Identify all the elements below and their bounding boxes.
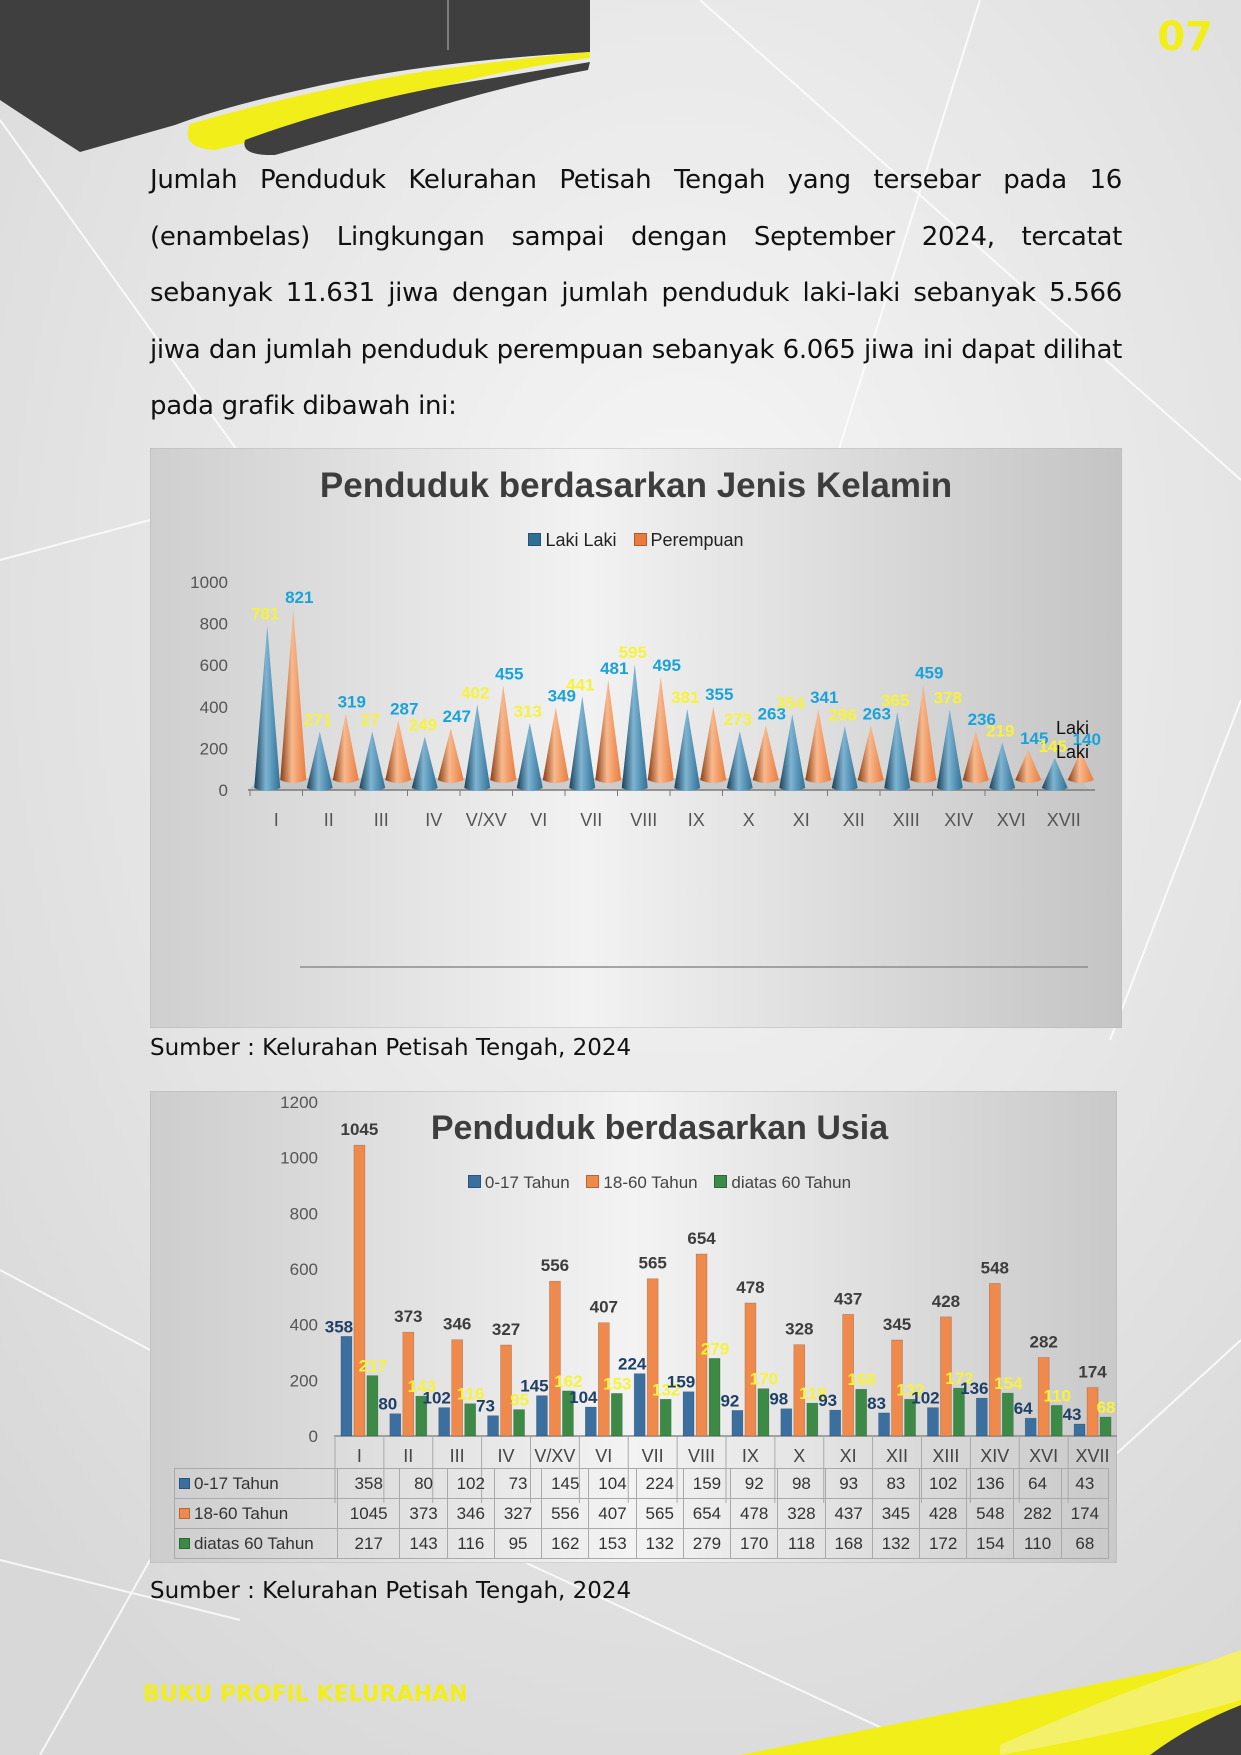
- table-cell: 1045: [338, 1499, 400, 1529]
- age-data-table: [174, 1468, 1109, 1559]
- data-label-age-60-plus: 168: [847, 1370, 876, 1390]
- data-label-age-18-60: 1045: [340, 1120, 379, 1140]
- table-cell: 328: [778, 1499, 825, 1529]
- data-label-female: 481: [600, 658, 629, 678]
- table-cell: 92: [731, 1469, 778, 1499]
- table-cell: 83: [872, 1469, 919, 1499]
- data-label-male: 441: [566, 675, 595, 695]
- data-label-age-0-17: 83: [867, 1393, 887, 1413]
- x-tick-label: XI: [792, 810, 810, 830]
- x-tick-label: VIII: [688, 1446, 716, 1466]
- bar-age-0-17: [1025, 1418, 1036, 1436]
- bar-age-0-17: [634, 1374, 645, 1436]
- x-tick-label: IX: [741, 1446, 759, 1466]
- data-label-female: 349: [547, 686, 576, 706]
- x-tick-label: VII: [641, 1446, 664, 1466]
- bar-age-0-17: [830, 1410, 841, 1436]
- bar-age-0-17: [536, 1396, 547, 1436]
- data-label-age-18-60: 654: [687, 1228, 716, 1248]
- table-cell: 110: [1014, 1529, 1061, 1559]
- data-label-female: 140: [1072, 729, 1101, 749]
- bar-age-60-plus: [709, 1358, 720, 1436]
- chart2-source: Sumber : Kelurahan Petisah Tengah, 2024: [150, 1578, 632, 1604]
- x-tick-label: V/XV: [465, 810, 507, 830]
- data-label-female: 459: [915, 663, 944, 683]
- data-label-age-18-60: 437: [834, 1289, 863, 1309]
- data-label-age-0-17: 358: [324, 1317, 354, 1337]
- data-label-age-60-plus: 116: [456, 1384, 485, 1404]
- y-tick-label: 400: [199, 697, 228, 717]
- table-cell: 345: [872, 1499, 919, 1529]
- series-end-label: Laki: [1056, 742, 1090, 762]
- data-label-age-18-60: 328: [785, 1319, 814, 1339]
- data-label-male: 781: [251, 604, 280, 624]
- table-cell: 162: [542, 1529, 589, 1559]
- table-row-header-age-0-17: [175, 1469, 338, 1499]
- bar-age-0-17: [341, 1336, 352, 1436]
- data-label-male: 354: [776, 693, 805, 713]
- table-cell: 478: [731, 1499, 778, 1529]
- bar-age-0-17: [781, 1409, 792, 1436]
- table-cell: 145: [542, 1469, 589, 1499]
- age-chart: [150, 1091, 1117, 1563]
- table-cell: 358: [338, 1469, 400, 1499]
- y-tick-label: 600: [289, 1260, 318, 1279]
- table-swatch-age-60-plus: [179, 1538, 190, 1549]
- x-tick-label: XII: [842, 810, 865, 830]
- data-label-age-0-17: 224: [618, 1354, 647, 1374]
- y-tick-label: 200: [289, 1371, 318, 1391]
- data-label-female: 455: [495, 664, 524, 684]
- legend-label-male: Laki Laki: [545, 530, 617, 550]
- data-label-age-18-60: 174: [1078, 1362, 1107, 1382]
- bar-age-0-17: [976, 1398, 987, 1436]
- data-label-age-0-17: 43: [1062, 1405, 1082, 1425]
- data-label-male: 595: [618, 643, 647, 663]
- table-cell: 282: [1014, 1499, 1061, 1529]
- table-cell: 437: [825, 1499, 872, 1529]
- bar-age-0-17: [1074, 1424, 1085, 1436]
- table-cell: 217: [338, 1529, 400, 1559]
- data-label-age-0-17: 145: [520, 1376, 549, 1396]
- bar-age-60-plus: [465, 1404, 476, 1436]
- legend-swatch-male: [528, 533, 541, 546]
- data-label-female: 263: [862, 704, 891, 724]
- table-cell: 136: [967, 1469, 1014, 1499]
- bar-age-60-plus: [807, 1403, 818, 1436]
- page-number: 07: [1157, 14, 1213, 60]
- legend-swatch-female: [634, 533, 647, 546]
- bar-age-60-plus: [514, 1410, 525, 1436]
- bar-age-0-17: [585, 1407, 596, 1436]
- legend-item-male: [528, 530, 616, 551]
- data-label-female: 821: [285, 588, 314, 608]
- table-cell: 174: [1061, 1499, 1108, 1529]
- y-tick-label: 1000: [190, 573, 228, 592]
- y-tick-label: 0: [308, 1427, 318, 1446]
- table-cell: 279: [683, 1529, 730, 1559]
- table-row: [175, 1529, 1109, 1559]
- data-label-age-60-plus: 162: [554, 1371, 583, 1391]
- bar-age-60-plus: [1002, 1393, 1013, 1436]
- data-label-age-60-plus: 172: [945, 1369, 974, 1389]
- bar-age-60-plus: [1051, 1405, 1062, 1436]
- gender-chart-legend: [150, 530, 1122, 551]
- bar-age-0-17: [879, 1413, 890, 1436]
- data-label-female: 495: [652, 656, 681, 676]
- bar-age-18-60: [647, 1279, 658, 1436]
- table-row-label: diatas 60 Tahun: [194, 1533, 314, 1553]
- x-tick-label: III: [449, 1446, 465, 1466]
- y-tick-label: 1200: [280, 1093, 318, 1112]
- table-cell: 346: [447, 1499, 494, 1529]
- chart1-source: Sumber : Kelurahan Petisah Tengah, 2024: [150, 1035, 632, 1061]
- x-tick-label: XVI: [996, 810, 1026, 830]
- bar-age-0-17: [390, 1414, 401, 1436]
- y-tick-label: 1000: [280, 1148, 318, 1168]
- table-cell: 43: [1061, 1469, 1108, 1499]
- table-row-label: 18-60 Tahun: [194, 1503, 289, 1523]
- table-cell: 548: [967, 1499, 1014, 1529]
- data-label-age-18-60: 548: [980, 1258, 1009, 1278]
- table-cell: 132: [872, 1529, 919, 1559]
- data-label-female: 287: [390, 699, 419, 719]
- x-tick-label: IX: [687, 810, 705, 830]
- data-label-male: 249: [408, 715, 437, 735]
- table-cell: 224: [636, 1469, 683, 1499]
- data-label-female: 145: [1020, 728, 1049, 748]
- data-label-male: 365: [881, 691, 910, 711]
- data-label-age-60-plus: 279: [700, 1339, 730, 1359]
- data-label-age-18-60: 407: [589, 1297, 618, 1317]
- data-label-age-0-17: 93: [818, 1391, 838, 1411]
- x-tick-label: III: [373, 810, 389, 830]
- y-tick-label: 800: [199, 614, 228, 634]
- x-tick-label: XVII: [1046, 810, 1081, 830]
- data-label-age-0-17: 73: [476, 1396, 496, 1416]
- table-row-label: 0-17 Tahun: [194, 1473, 279, 1493]
- table-row-header-age-18-60: [175, 1499, 338, 1529]
- data-label-female: 355: [705, 685, 734, 705]
- y-tick-label: 800: [289, 1204, 318, 1224]
- legend-swatch-age-60-plus: [714, 1175, 727, 1188]
- table-cell: 68: [1061, 1529, 1108, 1559]
- table-cell: 132: [636, 1529, 683, 1559]
- bar-age-0-17: [732, 1410, 743, 1436]
- data-label-male: 381: [671, 687, 700, 707]
- data-label-age-0-17: 136: [960, 1379, 989, 1399]
- table-cell: 116: [447, 1529, 494, 1559]
- x-tick-label: I: [356, 1446, 362, 1466]
- data-label-age-60-plus: 154: [994, 1374, 1023, 1394]
- table-cell: 143: [400, 1529, 447, 1559]
- table-cell: 102: [920, 1469, 967, 1499]
- legend-item-female: [634, 530, 744, 551]
- data-label-male: 145: [1038, 736, 1067, 756]
- age-chart-title: Penduduk berdasarkan Usia: [430, 1109, 889, 1147]
- table-cell: 98: [778, 1469, 825, 1499]
- table-cell: 327: [494, 1499, 541, 1529]
- data-label-female: 341: [810, 688, 839, 708]
- x-tick-label: XIV: [944, 810, 974, 830]
- x-tick-label: XIII: [932, 1446, 960, 1466]
- gender-chart-title: Penduduk berdasarkan Jenis Kelamin: [319, 466, 953, 505]
- bar-age-18-60: [549, 1281, 560, 1436]
- data-label-male: 296: [828, 705, 857, 725]
- legend-swatch-age-0-17: [468, 1175, 481, 1188]
- legend-item-age-0-17: [468, 1173, 570, 1193]
- data-label-age-0-17: 159: [666, 1372, 696, 1392]
- table-cell: 154: [967, 1529, 1014, 1559]
- table-row: [175, 1499, 1109, 1529]
- bar-age-18-60: [989, 1283, 1000, 1436]
- data-label-age-0-17: 80: [378, 1394, 398, 1414]
- table-cell: 93: [825, 1469, 872, 1499]
- x-tick-label: XVI: [1029, 1446, 1059, 1466]
- data-label-age-0-17: 102: [422, 1388, 451, 1408]
- data-label-male: 273: [723, 710, 752, 730]
- x-tick-label: II: [323, 810, 334, 830]
- data-label-age-0-17: 102: [911, 1388, 940, 1408]
- series-end-label: Laki: [1056, 718, 1090, 738]
- legend-label-age-60-plus: diatas 60 Tahun: [731, 1173, 852, 1192]
- age-chart-legend: [150, 1173, 1117, 1193]
- x-tick-label: II: [403, 1446, 414, 1466]
- bar-age-60-plus: [611, 1393, 622, 1436]
- table-cell: 104: [589, 1469, 636, 1499]
- x-tick-label: I: [273, 810, 279, 830]
- table-cell: 428: [920, 1499, 967, 1529]
- x-tick-label: V/XV: [534, 1446, 576, 1466]
- y-tick-label: 600: [199, 656, 228, 676]
- table-cell: 102: [447, 1469, 494, 1499]
- table-cell: 73: [494, 1469, 541, 1499]
- legend-label-female: Perempuan: [650, 530, 744, 550]
- bar-age-0-17: [439, 1408, 450, 1436]
- data-label-age-18-60: 428: [931, 1291, 961, 1311]
- data-label-male: 27: [360, 710, 380, 730]
- data-label-male: 313: [513, 701, 542, 721]
- bar-age-60-plus: [856, 1389, 867, 1436]
- table-cell: 170: [731, 1529, 778, 1559]
- bar-age-60-plus: [1100, 1417, 1111, 1436]
- data-label-age-60-plus: 95: [510, 1390, 530, 1410]
- data-label-female: 247: [442, 707, 471, 727]
- data-label-age-18-60: 478: [736, 1277, 765, 1297]
- y-tick-label: 200: [199, 739, 228, 759]
- legend-label-age-0-17: 0-17 Tahun: [484, 1173, 570, 1192]
- bar-age-0-17: [927, 1408, 938, 1436]
- data-label-male: 402: [461, 683, 490, 703]
- gender-chart: [150, 448, 1122, 1028]
- bar-age-0-17: [683, 1392, 694, 1436]
- data-label-age-60-plus: 143: [407, 1377, 436, 1397]
- bar-age-60-plus: [660, 1399, 671, 1436]
- table-cell: 168: [825, 1529, 872, 1559]
- legend-item-age-18-60: [586, 1173, 697, 1193]
- data-label-age-0-17: 64: [1013, 1399, 1033, 1419]
- x-tick-label: X: [793, 1446, 806, 1466]
- table-cell: 407: [589, 1499, 636, 1529]
- data-label-age-60-plus: 170: [749, 1369, 779, 1389]
- data-label-age-18-60: 345: [882, 1314, 912, 1334]
- data-label-female: 263: [757, 704, 786, 724]
- x-tick-label: VI: [595, 1446, 613, 1466]
- table-cell: 95: [494, 1529, 541, 1559]
- table-cell: 172: [920, 1529, 967, 1559]
- data-label-age-60-plus: 118: [799, 1384, 827, 1404]
- x-tick-label: VIII: [630, 810, 658, 830]
- data-label-male: 271: [303, 710, 332, 730]
- data-label-age-18-60: 346: [443, 1314, 472, 1334]
- table-cell: 159: [683, 1469, 730, 1499]
- footer-title: BUKU PROFIL KELURAHAN: [143, 1682, 468, 1707]
- data-label-male: 219: [986, 721, 1015, 741]
- data-label-age-60-plus: 217: [358, 1356, 388, 1376]
- x-tick-label: VII: [580, 810, 603, 830]
- table-cell: 556: [542, 1499, 589, 1529]
- table-cell: 654: [683, 1499, 730, 1529]
- table-cell: 565: [636, 1499, 683, 1529]
- bar-age-60-plus: [758, 1389, 769, 1436]
- table-cell: 80: [400, 1469, 447, 1499]
- x-tick-label: X: [742, 810, 755, 830]
- data-label-age-0-17: 104: [569, 1388, 598, 1408]
- table-swatch-age-0-17: [179, 1478, 190, 1489]
- data-label-female: 236: [967, 709, 996, 729]
- data-label-age-18-60: 373: [394, 1307, 423, 1327]
- table-swatch-age-18-60: [179, 1508, 190, 1519]
- table-row-header-age-60-plus: [175, 1529, 338, 1559]
- x-tick-label: XIV: [980, 1446, 1010, 1466]
- data-label-age-18-60: 282: [1029, 1332, 1058, 1352]
- table-row: [175, 1469, 1109, 1499]
- table-cell: 64: [1014, 1469, 1061, 1499]
- data-label-age-60-plus: 68: [1096, 1398, 1116, 1418]
- data-label-male: 378: [933, 688, 962, 708]
- y-tick-label: 400: [289, 1315, 318, 1335]
- bar-age-0-17: [488, 1416, 499, 1436]
- x-tick-label: XVII: [1075, 1446, 1110, 1466]
- table-cell: 118: [778, 1529, 825, 1559]
- legend-item-age-60-plus: [714, 1173, 851, 1193]
- data-label-female: 319: [337, 692, 366, 712]
- data-label-age-0-17: 98: [769, 1389, 789, 1409]
- table-cell: 373: [400, 1499, 447, 1529]
- data-label-age-18-60: 556: [540, 1256, 570, 1276]
- data-label-age-60-plus: 132: [652, 1380, 681, 1400]
- x-tick-label: IV: [425, 810, 443, 830]
- y-tick-label: 0: [218, 781, 228, 800]
- data-label-age-18-60: 565: [638, 1253, 667, 1273]
- x-tick-label: IV: [497, 1446, 515, 1466]
- data-label-age-18-60: 327: [491, 1319, 521, 1339]
- data-label-age-0-17: 92: [720, 1391, 740, 1411]
- data-label-age-60-plus: 153: [603, 1374, 632, 1394]
- table-cell: 153: [589, 1529, 636, 1559]
- legend-label-age-18-60: 18-60 Tahun: [603, 1173, 698, 1192]
- x-tick-label: VI: [530, 810, 548, 830]
- intro-paragraph: Jumlah Penduduk Kelurahan Petisah Tengah yang tersebar pada 16 (enambelas) Lingkungan sampai dengan September 2024, tercatat sebanyak 11.631 jiwa dengan jumlah penduduk laki-laki sebanyak 5.566 jiwa dan jumlah penduduk perempuan sebanyak 6.065 jiwa ini dapat dilihat pada grafik dibawah ini:: [150, 165, 1122, 421]
- legend-swatch-age-18-60: [586, 1175, 599, 1188]
- bar-age-60-plus: [367, 1376, 378, 1436]
- x-tick-label: XI: [839, 1446, 857, 1466]
- x-tick-label: XII: [886, 1446, 909, 1466]
- data-label-age-60-plus: 110: [1043, 1386, 1071, 1406]
- x-tick-label: XIII: [892, 810, 920, 830]
- data-label-age-60-plus: 132: [896, 1380, 925, 1400]
